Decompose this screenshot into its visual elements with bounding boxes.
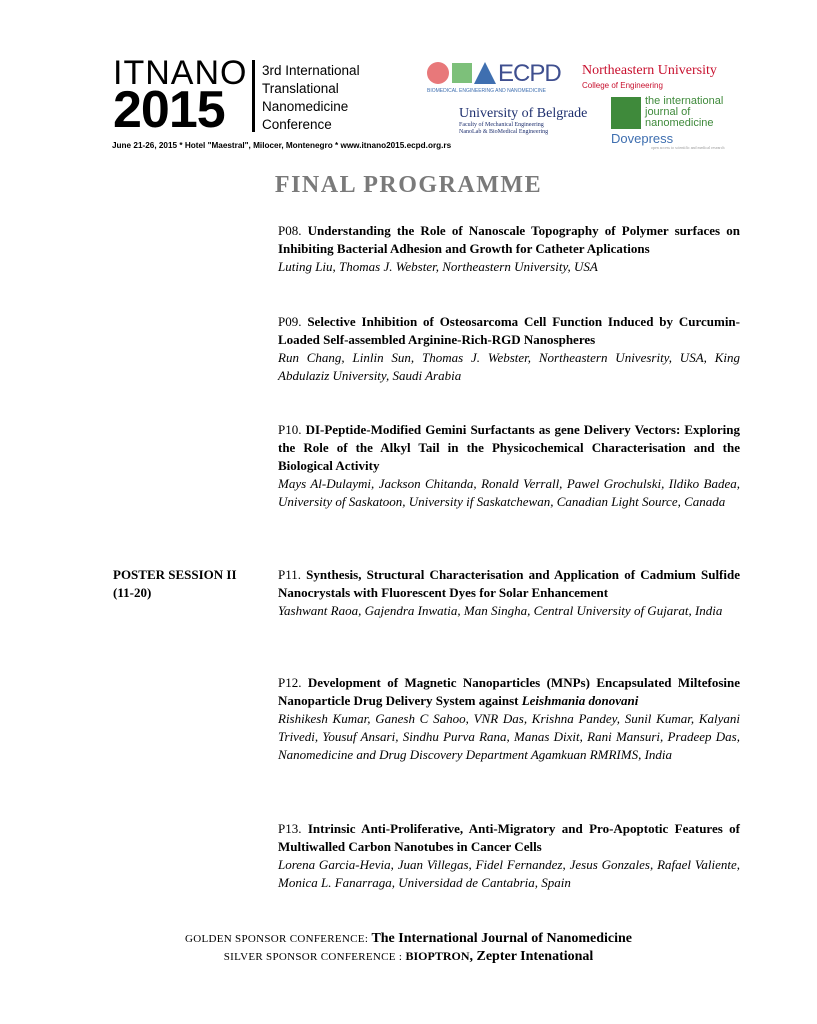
golden-sponsor-name: The International Journal of Nanomedicine	[371, 931, 633, 946]
belgrade-subtitle: Faculty of Mechanical Engineering	[459, 122, 544, 128]
circle-icon	[427, 62, 449, 84]
ijn-logo-icon	[611, 97, 641, 129]
entry-authors: Luting Liu, Thomas J. Webster, Northeastern University, USA	[278, 259, 598, 274]
entry-title: Selective Inhibition of Osteosarcoma Cell Function Induced by Curcumin-Loaded Self-assembled Arginine-Rich-RGD Nanospheres	[278, 314, 740, 347]
poster-entry	[278, 820, 740, 892]
logo-divider	[252, 60, 255, 132]
northeastern-logo: Northeastern University	[582, 63, 717, 78]
ijn-line: journal of	[645, 106, 691, 118]
entry-authors: Mays Al-Dulaymi, Jackson Chitanda, Ronald Verrall, Pawel Grochulski, Ildiko Badea, University of Saskatoon, University if Saskatchewan, Canadian Light Source, Canada	[278, 476, 740, 509]
dovepress-logo: Dovepress	[611, 131, 674, 146]
ijn-line: nanomedicine	[645, 117, 714, 129]
entry-number: P12.	[278, 675, 302, 690]
conference-line: Translational	[262, 81, 339, 96]
entry-title: Intrinsic Anti-Proliferative, Anti-Migratory and Pro-Apoptotic Features of Multiwalled Carbon Nanotubes in Cancer Cells	[278, 821, 740, 854]
dovepress-subtitle: open access to scientific and medical research	[651, 145, 725, 150]
poster-session-label	[113, 566, 237, 602]
ecpd-logo	[425, 60, 575, 100]
golden-sponsor-label: GOLDEN SPONSOR CONFERENCE:	[184, 933, 369, 945]
session-name: POSTER SESSION II	[113, 567, 237, 582]
entry-number: P11.	[278, 567, 301, 582]
itnano-year-logo: 2015	[113, 81, 225, 139]
entry-title: Development of Magnetic Nanoparticles (MNPs) Encapsulated Miltefosine Nanoparticle Drug Delivery System against	[278, 675, 740, 708]
poster-entry	[278, 421, 740, 511]
conference-line: Nanomedicine	[262, 99, 349, 114]
entry-authors: Lorena Garcia-Hevia, Juan Villegas, Fidel Fernandez, Jesus Gonzales, Rafael Valiente, Monica L. Fanarraga, Universidad de Cantabria, Spain	[278, 857, 740, 890]
ijn-logo	[645, 96, 723, 129]
poster-entry	[278, 674, 740, 764]
golden-sponsor-line	[0, 930, 817, 947]
page-header	[0, 0, 817, 160]
itnano-logo: ITNANO	[113, 54, 248, 92]
poster-entry	[278, 313, 740, 385]
silver-sponsor-label: SILVER SPONSOR CONFERENCE :	[223, 951, 403, 963]
entry-authors: Yashwant Raoa, Gajendra Inwatia, Man Singha, Central University of Gujarat, India	[278, 603, 723, 618]
entry-title: DI-Peptide-Modified Gemini Surfactants as gene Delivery Vectors: Exploring the Role of the Alkyl Tail in the Physicochemical Characterisation and the Biological Activity	[278, 422, 741, 473]
conference-name	[262, 62, 360, 134]
triangle-icon	[474, 62, 496, 84]
ijn-line: the international	[645, 95, 724, 107]
ecpd-subtitle: BIOMEDICAL ENGINEERING AND NANOMEDICINE	[427, 88, 546, 94]
belgrade-logo: University of Belgrade	[459, 106, 588, 121]
entry-number: P10.	[278, 422, 302, 437]
entry-title: Understanding the Role of Nanoscale Topography of Polymer surfaces on Inhibiting Bacterial Adhesion and Growth for Catheter Aplications	[278, 223, 741, 256]
silver-sponsor-company: , Zepter Intenational	[469, 949, 594, 964]
entry-authors: Run Chang, Linlin Sun, Thomas J. Webster, Northeastern Univesrity, USA, King Abdulaziz University, Saudi Arabia	[278, 350, 740, 383]
northeastern-subtitle: College of Engineering	[582, 81, 663, 90]
entry-number: P13.	[278, 821, 302, 836]
page-title: FINAL PROGRAMME	[274, 172, 543, 198]
square-icon	[452, 63, 472, 83]
silver-sponsor-line	[0, 948, 817, 965]
entry-number: P09.	[278, 314, 302, 329]
silver-sponsor-name: BIOPTRON	[405, 949, 470, 963]
conference-line: Conference	[262, 117, 332, 132]
belgrade-subtitle: NanoLab & BioMedical Engineering	[459, 129, 549, 135]
poster-entry	[278, 566, 740, 620]
conference-line: 3rd International	[262, 63, 360, 78]
entry-number: P08.	[278, 223, 302, 238]
poster-entry	[278, 222, 740, 276]
ecpd-wordmark: ECPD	[498, 60, 561, 87]
dates-venue-line: June 21-26, 2015 * Hotel "Maestral", Milocer, Montenegro * www.itnano2015.ecpd.org.rs	[112, 141, 452, 150]
entry-title-species: Leishmania donovani	[521, 693, 639, 708]
entry-title: Synthesis, Structural Characterisation and Application of Cadmium Sulfide Nanocrystals with Fluorescent Dyes for Solar Enhancement	[278, 567, 740, 600]
session-range: (11-20)	[113, 585, 152, 600]
entry-authors: Rishikesh Kumar, Ganesh C Sahoo, VNR Das, Krishna Pandey, Sunil Kumar, Kalyani Trivedi, Yousuf Ansari, Sindhu Purva Rana, Manas Dixit, Rani Mansuri, Pradeep Das, Nanomedicine and Drug Discovery Department Agamkuan RMRIMS, India	[278, 711, 740, 762]
